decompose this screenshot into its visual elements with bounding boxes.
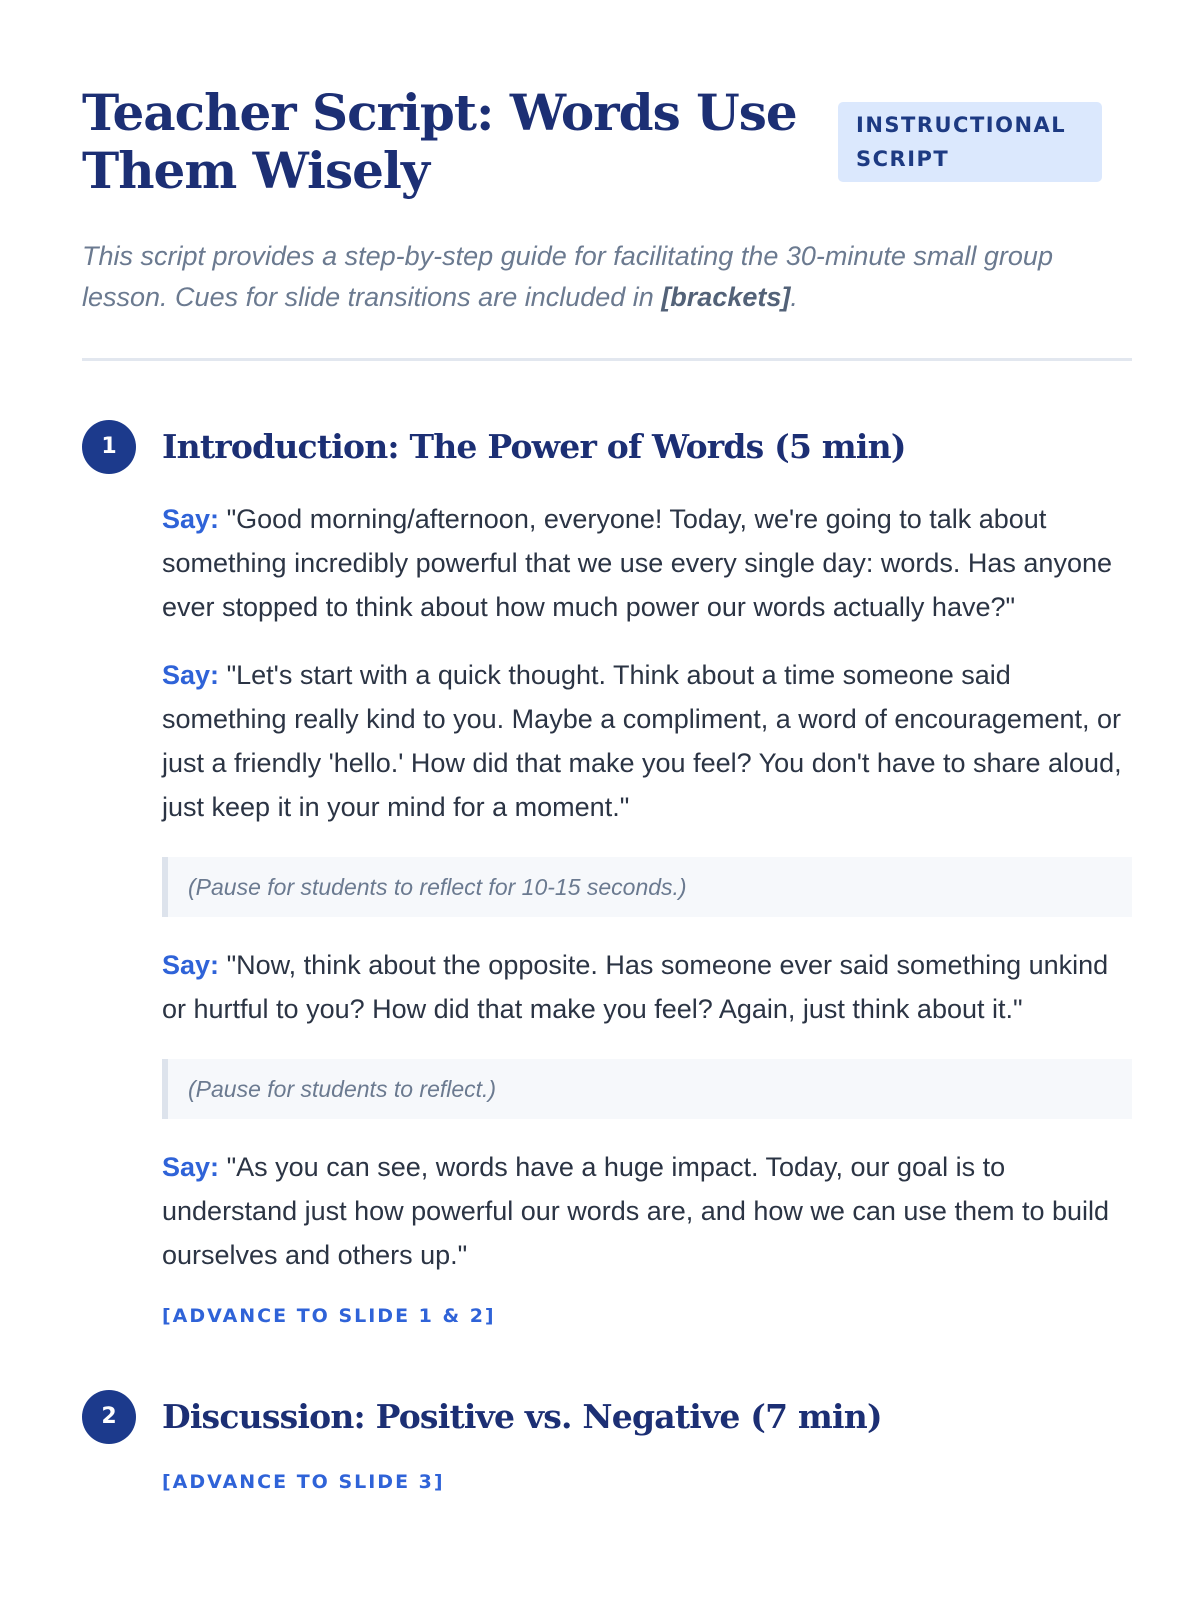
section-heading [82, 425, 1132, 469]
say-text: "Good morning/afternoon, everyone! Today, we're going to talk about something incredibly powerful that we use every single day: words. Has anyone ever stopped to think about how much power our words actually have?" [162, 504, 1112, 622]
section-heading [82, 1395, 1132, 1439]
slide-advance-cue: [ADVANCE TO SLIDE 1 & 2] [162, 1305, 496, 1327]
pause-note: (Pause for students to reflect.) [162, 1059, 1132, 1119]
section-title: Discussion: Positive vs. Negative (7 min) [162, 1397, 882, 1436]
teacher-script-page [82, 0, 1132, 1495]
say-text: "Let's start with a quick thought. Think about a time someone said something really kind to you. Maybe a compliment, a word of encouragement, or just a friendly 'hello.' How did that make you feel? You don't have to share aloud, just keep it in your mind for a moment." [162, 660, 1122, 822]
section-number-badge: 1 [82, 420, 136, 474]
intro-text [82, 236, 1132, 318]
page-title: Teacher Script: Words Use Them Wisely [82, 83, 797, 200]
section-body [162, 497, 1132, 1329]
intro-brackets-emphasis: [brackets] [661, 282, 791, 312]
section-introduction [82, 425, 1132, 1329]
say-label: Say: [162, 660, 220, 690]
say-text: "As you can see, words have a huge impact. Today, our goal is to understand just how powerful our words are, and how we can use them to build ourselves and others up." [162, 1152, 1110, 1270]
slide-advance-cue: [ADVANCE TO SLIDE 3] [162, 1471, 445, 1493]
say-label: Say: [162, 504, 220, 534]
pause-note: (Pause for students to reflect for 10-15 seconds.) [162, 857, 1132, 917]
intro-text-start: This script provides a step-by-step guide for facilitating the 30-minute small group lesson. Cues for slide transitions are included in [82, 241, 1053, 312]
say-paragraph [162, 943, 1132, 1031]
say-paragraph [162, 653, 1132, 829]
document-header [82, 0, 1132, 318]
say-text: "Now, think about the opposite. Has someone ever said something unkind or hurtful to you? How did that make you feel? Again, just think about it." [162, 950, 1109, 1024]
instructional-script-badge: INSTRUCTIONAL SCRIPT [838, 102, 1102, 182]
header-divider [82, 358, 1132, 361]
section-body [162, 1469, 1132, 1495]
section-number-badge: 2 [82, 1390, 136, 1444]
say-label: Say: [162, 950, 220, 980]
say-paragraph [162, 497, 1132, 629]
intro-text-end: . [790, 282, 798, 312]
say-label: Say: [162, 1152, 220, 1182]
section-title: Introduction: The Power of Words (5 min) [162, 427, 906, 466]
say-paragraph [162, 1145, 1132, 1277]
section-discussion [82, 1395, 1132, 1495]
